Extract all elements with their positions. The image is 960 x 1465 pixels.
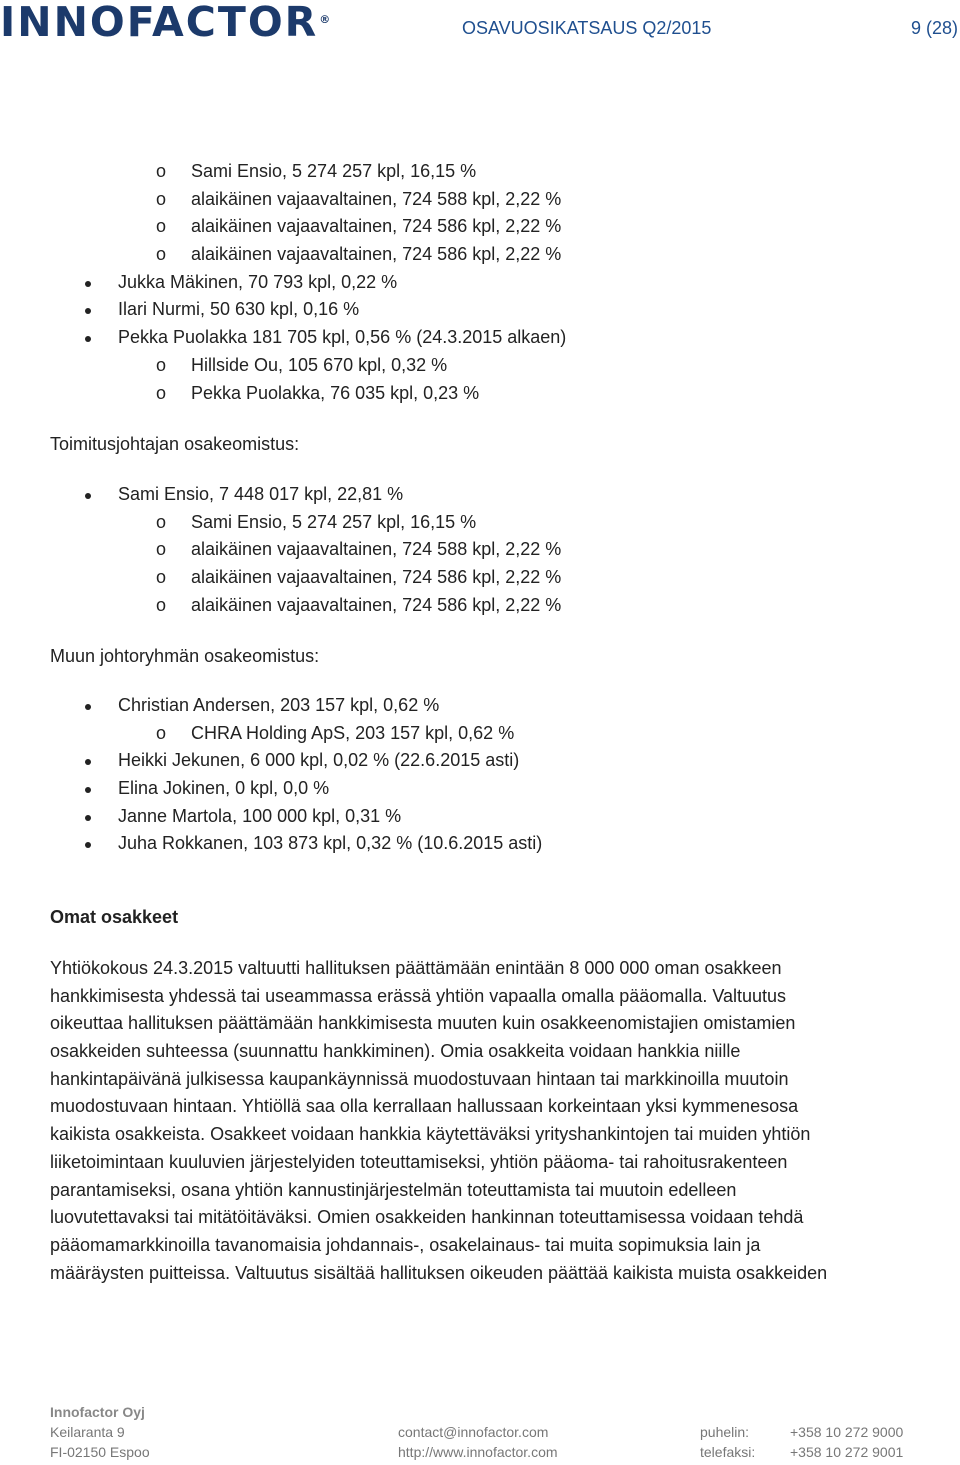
list-item-text: Ilari Nurmi, 50 630 kpl, 0,16 %: [118, 299, 360, 320]
list-item-text: Juha Rokkanen, 103 873 kpl, 0,32 % (10.6.2015 asti): [118, 833, 543, 854]
shareholding-list-top: [0, 158, 566, 407]
paragraph-line: parantamiseksi, osana yhtiön kannustinjärjestelmän toteuttamista tai muutoin edelleen: [50, 1179, 737, 1200]
footer-fax-label: telefaksi:: [700, 1444, 756, 1460]
paragraph-line: hankkimisesta yhdessä tai useammassa erässä yhtiön vapaalla omalla pääomalla. Valtuutus: [50, 985, 787, 1006]
page-number: 9 (28): [910, 18, 958, 38]
paragraph-line: pääomamarkkinoilla tavanomaisia johdannais-, osakelainaus- tai muita sopimuksia lain ja: [50, 1234, 761, 1255]
page-header: [0, 0, 960, 50]
management-ownership-list: [0, 692, 542, 858]
sub-list-item: [0, 241, 566, 269]
sub-list-item: [0, 536, 561, 564]
list-marker: o: [156, 567, 167, 588]
paragraph-line: oikeuttaa hallituksen päättämään hankkimisesta muuten kuin osakkeenomistajien omistamien: [50, 1013, 796, 1034]
sub-list-item: [0, 564, 561, 592]
list-item-text: Pekka Puolakka, 76 035 kpl, 0,23 %: [191, 382, 480, 403]
footer-phone: +358 10 272 9000: [790, 1424, 904, 1440]
own-shares-paragraph: [50, 955, 955, 1287]
ceo-ownership-heading: Toimitusjohtajan osakeomistus:: [50, 434, 300, 454]
sub-list-item: [0, 720, 542, 748]
bullet-list-item: [0, 747, 542, 775]
footer-web-link[interactable]: http://www.innofactor.com: [398, 1444, 558, 1460]
page-footer: [50, 1398, 960, 1464]
sub-list-item: [0, 592, 561, 620]
document-title: OSAVUOSIKATSAUS Q2/2015: [462, 18, 712, 38]
list-marker: o: [156, 161, 167, 181]
list-item-text: alaikäinen vajaavaltainen, 724 586 kpl, 2,22 %: [191, 216, 562, 237]
list-marker: o: [156, 539, 167, 560]
footer-company: Innofactor Oyj: [50, 1404, 145, 1420]
list-marker: o: [156, 244, 167, 265]
list-marker: o: [156, 188, 167, 209]
list-marker: o: [156, 216, 167, 237]
paragraph-line: Yhtiökokous 24.3.2015 valtuutti hallituksen päättämään enintään 8 000 000 oman osakkeen: [50, 958, 782, 978]
paragraph-line: luovutettavaksi tai mitätöitäväksi. Omien osakkeiden hankinnan toteuttamisessa voidaan tehdä: [50, 1207, 804, 1228]
bullet-list-item: [0, 269, 566, 297]
bullet-list-item: [0, 296, 566, 324]
list-item-text: alaikäinen vajaavaltainen, 724 586 kpl, 2,22 %: [191, 594, 562, 615]
list-marker: o: [156, 594, 167, 615]
paragraph-line: muodostuvaan hintaan. Yhtiöllä saa olla kerrallaan hallussaan korkeintaan yksi kymmenesosa: [50, 1096, 799, 1117]
sub-list-item: [0, 213, 566, 241]
ceo-ownership-list: [0, 481, 561, 619]
list-item-text: alaikäinen vajaavaltainen, 724 588 kpl, 2,22 %: [191, 188, 562, 209]
bullet-list-item: [0, 481, 561, 509]
list-item-text: Sami Ensio, 5 274 257 kpl, 16,15 %: [191, 511, 477, 532]
management-ownership-heading: Muun johtoryhmän osakeomistus:: [50, 646, 320, 666]
sub-list-item: [0, 186, 566, 214]
footer-address-street: Keilaranta 9: [50, 1424, 125, 1440]
list-item-text: Jukka Mäkinen, 70 793 kpl, 0,22 %: [118, 271, 398, 292]
sub-list-item: [0, 158, 566, 186]
list-item-text: Hillside Ou, 105 670 kpl, 0,32 %: [191, 354, 448, 375]
list-item-text: Elina Jokinen, 0 kpl, 0,0 %: [118, 778, 330, 799]
footer-fax: +358 10 272 9001: [790, 1444, 904, 1460]
paragraph-line: liiketoimintaan kuuluvien järjestelyiden toteuttamiseksi, yhtiön pääoma- tai rahoitusrakenteen: [50, 1151, 788, 1172]
list-marker: o: [156, 382, 167, 403]
bullet-list-item: [0, 830, 542, 858]
paragraph-line: hankintapäivänä julkisessa kaupankäynnissä muodostuvaan hintaan tai markkinoilla muutoin: [50, 1068, 789, 1089]
list-item-text: CHRA Holding ApS, 203 157 kpl, 0,62 %: [191, 722, 515, 743]
paragraph-line: määräysten puitteissa. Valtuutus sisältää hallituksen oikeuden päättää kaikista muista osakkeiden: [50, 1262, 828, 1283]
list-item-text: Heikki Jekunen, 6 000 kpl, 0,02 % (22.6.2015 asti): [118, 750, 520, 771]
footer-phone-label: puhelin:: [700, 1424, 750, 1440]
list-item-text: alaikäinen vajaavaltainen, 724 586 kpl, 2,22 %: [191, 244, 562, 265]
list-item-text: Sami Ensio, 5 274 257 kpl, 16,15 %: [191, 161, 477, 181]
paragraph-line: kaikista osakkeista. Osakkeet voidaan hankkia käytettäväksi yrityshankintojen tai muiden yhtiön: [50, 1124, 811, 1145]
footer-address-city: FI-02150 Espoo: [50, 1444, 150, 1460]
sub-list-item: [0, 509, 561, 537]
registered-mark: ®: [319, 13, 331, 26]
paragraph-line: osakkeiden suhteessa (suunnattu hankkiminen). Omia osakkeita voidaan hankkia niille: [50, 1041, 741, 1062]
sub-list-item: [0, 352, 566, 380]
footer-email-link[interactable]: contact@innofactor.com: [398, 1424, 549, 1440]
bullet-list-item: [0, 775, 542, 803]
bullet-list-item: [0, 803, 542, 831]
list-marker: o: [156, 722, 167, 743]
sub-list-item: [0, 380, 566, 408]
list-item-text: Christian Andersen, 203 157 kpl, 0,62 %: [118, 695, 440, 715]
list-item-text: Sami Ensio, 7 448 017 kpl, 22,81 %: [118, 484, 404, 504]
section-heading-own-shares: Omat osakkeet: [50, 907, 179, 927]
list-marker: o: [156, 511, 167, 532]
bullet-list-item: [0, 324, 566, 352]
innofactor-logo: [0, 0, 331, 46]
bullet-list-item: [0, 692, 542, 720]
list-item-text: Pekka Puolakka 181 705 kpl, 0,56 % (24.3.2015 alkaen): [118, 327, 567, 348]
list-marker: o: [156, 354, 167, 375]
list-item-text: alaikäinen vajaavaltainen, 724 588 kpl, 2,22 %: [191, 539, 562, 560]
list-item-text: alaikäinen vajaavaltainen, 724 586 kpl, 2,22 %: [191, 567, 562, 588]
logo-text: INNOFACTOR: [0, 0, 319, 46]
list-item-text: Janne Martola, 100 000 kpl, 0,31 %: [118, 805, 402, 826]
